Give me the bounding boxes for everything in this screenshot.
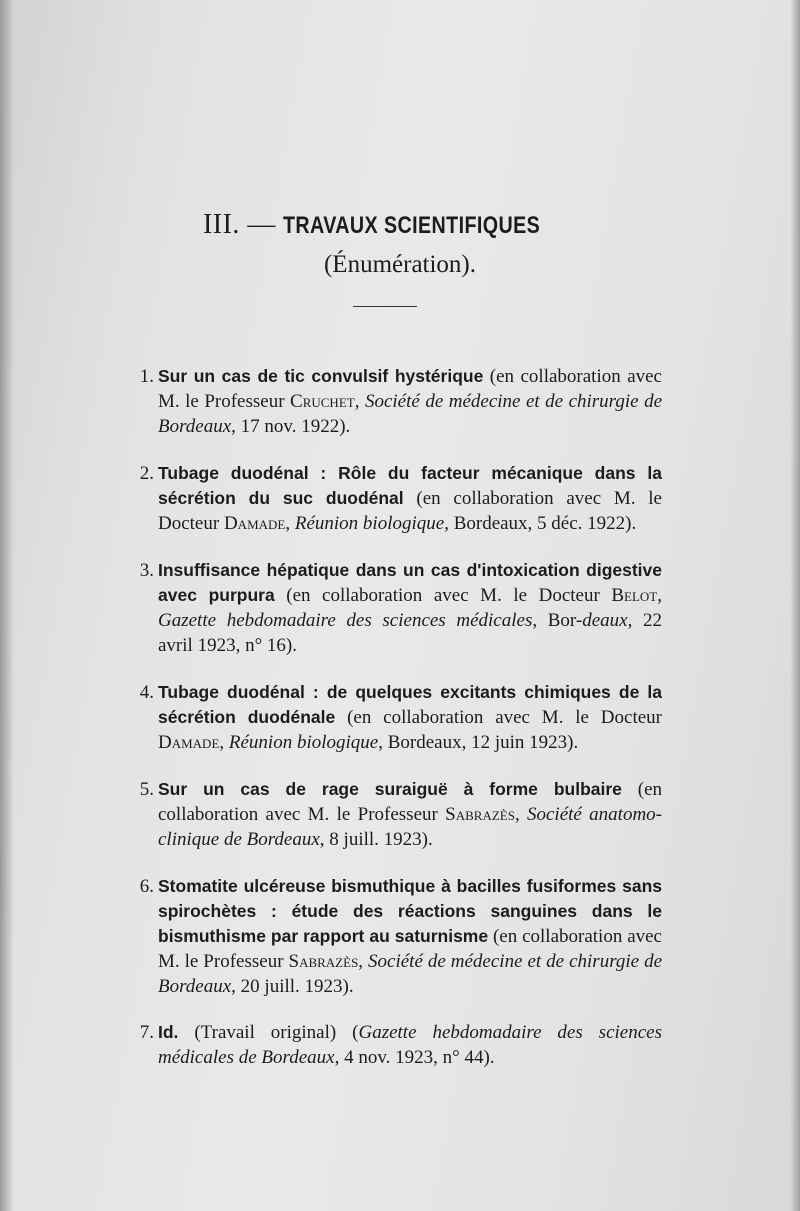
entry-text: , 8 juill. 1923). <box>319 829 433 850</box>
publication-entry <box>139 777 662 852</box>
entry-author: Belot <box>611 585 658 606</box>
entry-venue: deaux <box>582 610 628 631</box>
entry-text: (en collaboration avec M. le Professeur <box>158 366 662 412</box>
entry-author: Sabrazès <box>288 951 359 972</box>
entry-text: , 22 avril 1923, n° 16). <box>158 610 662 656</box>
section-title: TRAVAUX SCIENTIFIQUES <box>283 212 541 239</box>
entry-title: Tubage duodénal : de quelques excitants chimiques de la sécrétion duodénale <box>158 682 662 727</box>
entry-text: , Bordeaux, 5 déc. 1922). <box>444 513 637 534</box>
publication-entry <box>139 558 662 658</box>
entry-number: 7. <box>139 1022 154 1043</box>
entry-title: Id. <box>158 1022 179 1042</box>
entry-text: , 4 nov. 1923, n° 44). <box>334 1047 495 1068</box>
entry-author: Cruchet <box>290 391 355 412</box>
entry-text: , Bordeaux, 12 juin 1923). <box>378 732 579 753</box>
entry-text: , <box>285 513 295 534</box>
entry-text: , <box>514 804 527 825</box>
entry-text: (en collaboration avec M. le Professeur <box>158 779 662 825</box>
entry-venue: Gazette hebdomadaire des sciences médicales de Bordeaux <box>158 1022 662 1068</box>
entry-text: , 17 nov. 1922). <box>231 416 351 437</box>
publication-entry <box>139 461 662 536</box>
entry-number: 5. <box>139 779 154 800</box>
entry-title: Sur un cas de tic convulsif hystérique <box>158 366 484 386</box>
entry-text: , <box>657 585 662 606</box>
entry-text: (en collaboration avec M. le Docteur <box>158 488 662 534</box>
entry-author: Sabrazès <box>445 804 515 825</box>
section-number: III. — <box>202 209 276 240</box>
entry-venue: Société anatomo-clinique de Bordeaux <box>158 804 662 850</box>
entry-text: , <box>219 732 229 753</box>
entry-title: Sur un cas de rage suraiguë à forme bulbaire <box>158 779 622 799</box>
entry-author: Damade <box>223 513 286 534</box>
entry-title: Tubage duodénal : Rôle du facteur mécanique dans la sécrétion du suc duodénal <box>158 463 662 508</box>
publication-entry <box>139 1020 662 1070</box>
entry-text: (en collaboration avec M. le Docteur <box>274 585 612 606</box>
entry-venue: Réunion biologique <box>294 513 445 534</box>
entry-venue: Société de médecine et de chirurgie de Bordeaux <box>158 951 663 997</box>
publication-entry <box>139 364 663 439</box>
entry-text: (Travail original) ( <box>178 1022 359 1043</box>
entry-title: Insuffisance hépatique dans un cas d'intoxication digestive avec purpura <box>158 560 662 605</box>
entry-text: (en collaboration avec M. le Professeur <box>158 926 662 972</box>
publication-entry <box>139 680 662 755</box>
entry-text: , 20 juill. 1923). <box>231 976 354 997</box>
entry-text: , <box>358 951 369 972</box>
entry-venue: Réunion biologique <box>228 732 379 753</box>
entry-number: 4. <box>139 682 154 703</box>
entry-text: (en collaboration avec M. le Docteur <box>335 707 662 728</box>
entry-title: Stomatite ulcéreuse bismuthique à bacilles fusiformes sans spirochètes : étude des réactions sanguines dans le bismuthisme par rapport au saturnisme <box>158 876 662 946</box>
entry-text: , <box>354 391 365 412</box>
entry-number: 2. <box>139 463 154 484</box>
entry-number: 3. <box>139 560 154 581</box>
entry-number: 6. <box>139 876 154 897</box>
entry-text: , Bor- <box>532 610 583 631</box>
publication-entry <box>139 874 663 999</box>
section-subtitle: (Énumération). <box>323 251 477 278</box>
entry-author: Damade <box>158 732 220 753</box>
entry-venue: Gazette hebdomadaire des sciences médicales <box>158 610 533 631</box>
entry-venue: Société de médecine et de chirurgie de Bordeaux <box>158 391 663 437</box>
entry-number: 1. <box>139 366 154 387</box>
